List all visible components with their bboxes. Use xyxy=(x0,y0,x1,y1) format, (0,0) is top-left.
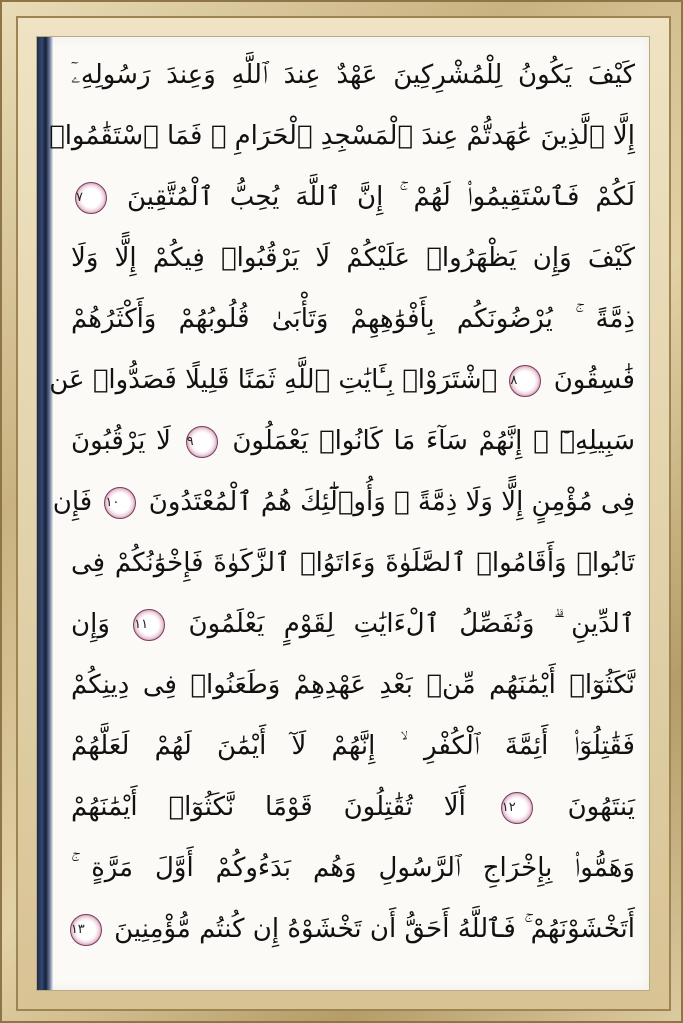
ayah-number-marker: ١٢ xyxy=(501,792,533,824)
text-line xyxy=(71,716,635,777)
verse-text: أَتَخْشَوْنَهُمْ ۚ فَٱللَّهُ أَحَقُّ أَن تَخْشَوْهُ إِن كُنتُم مُّؤْمِنِينَ xyxy=(114,914,635,944)
ayah-number-marker: ١١ xyxy=(133,609,165,641)
verse-text: ذِمَّةً ۚ يُرْضُونَكُم بِأَفْوَٰهِهِمْ وَتَأْبَىٰ قُلُوبُهُمْ وَأَكْثَرُهُمْ xyxy=(71,304,635,334)
verse-text: وَإِن xyxy=(71,609,110,639)
verse-text: فَٰسِقُونَ xyxy=(553,365,635,395)
text-line xyxy=(71,228,635,289)
text-line xyxy=(71,838,635,899)
verse-text: تَابُوا۟ وَأَقَامُوا۟ ٱلصَّلَوٰةَ وَءَاتَوُا۟ ٱلزَّكَوٰةَ فَإِخْوَٰنُكُمْ فِى xyxy=(71,548,635,578)
page-binding-spine xyxy=(37,37,53,990)
text-line xyxy=(71,289,635,350)
verse-text: لَا يَرْقُبُونَ xyxy=(71,426,171,456)
text-line xyxy=(71,411,635,472)
verse-text: فَإِن xyxy=(52,487,93,517)
verse-text: وَهَمُّوا۟ بِإِخْرَاجِ ٱلرَّسُولِ وَهُم بَدَءُوكُمْ أَوَّلَ مَرَّةٍ ۚ xyxy=(71,853,635,883)
verse-text: يَنتَهُونَ xyxy=(567,792,636,822)
ayah-number-marker: ١٠ xyxy=(104,487,136,519)
ayah-number-marker: ٩ xyxy=(186,426,218,458)
text-line xyxy=(49,106,635,167)
verse-text: لَكُمْ فَٱسْتَقِيمُوا۟ لَهُمْ ۚ إِنَّ ٱللَّهَ يُحِبُّ ٱلْمُتَّقِينَ xyxy=(126,182,635,212)
mushaf-page xyxy=(36,36,650,991)
verse-text: كَيْفَ يَكُونُ لِلْمُشْرِكِينَ عَهْدٌ عِندَ ٱللَّهِ وَعِندَ رَسُولِهِۦٓ xyxy=(71,60,635,90)
text-line xyxy=(71,899,635,960)
text-line xyxy=(49,350,635,411)
verse-text: سَبِيلِهِۦٓ ۚ إِنَّهُمْ سَآءَ مَا كَانُوا۟ يَعْمَلُونَ xyxy=(232,426,636,456)
text-line xyxy=(71,45,635,106)
verse-text: ٱشْتَرَوْا۟ بِـَٔايَٰتِ ٱللَّهِ ثَمَنًا قَلِيلًا فَصَدُّوا۟ عَن xyxy=(49,365,498,395)
text-line xyxy=(71,655,635,716)
text-line xyxy=(71,777,635,838)
text-line xyxy=(71,533,635,594)
quran-text-block xyxy=(49,45,636,982)
verse-text: فِى مُؤْمِنٍ إِلًّا وَلَا ذِمَّةً ۚ وَأُو۟لَٰٓئِكَ هُمُ ٱلْمُعْتَدُونَ xyxy=(148,487,635,517)
verse-text: نَّكَثُوٓا۟ أَيْمَٰنَهُم مِّنۢ بَعْدِ عَهْدِهِمْ وَطَعَنُوا۟ فِى دِينِكُمْ xyxy=(71,670,635,700)
text-line xyxy=(52,472,635,533)
ayah-number-marker: ١٣ xyxy=(70,914,102,946)
verse-text: إِلَّا ٱلَّذِينَ عَٰهَدتُّمْ عِندَ ٱلْمَسْجِدِ ٱلْحَرَامِ ۖ فَمَا ٱسْتَقَٰمُوا۟ xyxy=(49,121,635,151)
verse-text: ٱلدِّينِ ۗ وَنُفَصِّلُ ٱلْءَايَٰتِ لِقَوْمٍ يَعْلَمُونَ xyxy=(188,609,636,639)
ayah-number-marker: ٨ xyxy=(509,365,541,397)
ayah-number-marker: ٧ xyxy=(75,182,107,214)
text-line xyxy=(71,594,635,655)
verse-text: كَيْفَ وَإِن يَظْهَرُوا۟ عَلَيْكُمْ لَا يَرْقُبُوا۟ فِيكُمْ إِلًّا وَلَا xyxy=(71,243,635,273)
verse-text: فَقَٰتِلُوٓا۟ أَئِمَّةَ ٱلْكُفْرِ ۙ إِنَّهُمْ لَآ أَيْمَٰنَ لَهُمْ لَعَلَّهُمْ xyxy=(71,731,635,761)
text-line xyxy=(71,167,635,228)
verse-text: أَلَا تُقَٰتِلُونَ قَوْمًا نَّكَثُوٓا۟ أَيْمَٰنَهُمْ xyxy=(71,792,466,822)
